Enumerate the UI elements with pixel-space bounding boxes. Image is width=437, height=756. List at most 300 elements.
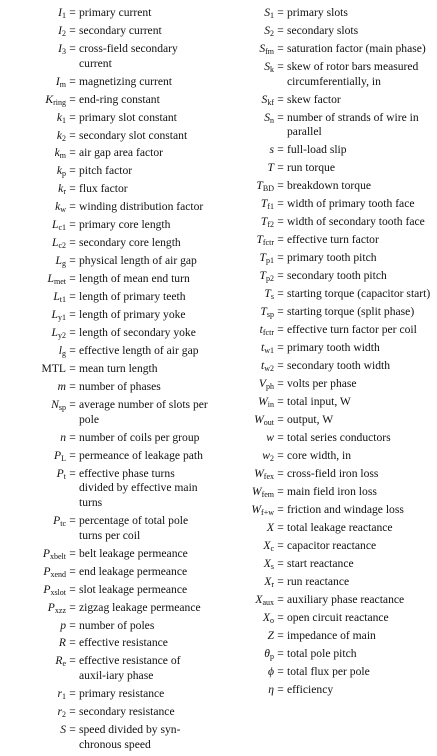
equals-sign: = [69,6,76,19]
symbol-entry [2,344,212,359]
symbol [2,326,66,341]
symbol-definition: starting torque (split phase) [287,304,415,318]
symbol-subscript: y1 [58,313,66,323]
symbol-base: X [263,556,271,570]
symbol-definition: physical length of air gap [79,254,197,268]
symbol-entry [222,305,435,320]
equals-sign: = [277,376,284,390]
symbol-subscript: s [270,561,274,571]
symbol [2,654,66,669]
equals-sign: = [277,574,284,588]
symbol-definition: end-ring constant [79,92,160,106]
symbol-base: W [251,484,262,498]
symbol-base: k [56,110,62,124]
symbol-base: T [259,268,266,282]
symbol [222,111,274,126]
equals-sign: = [69,448,76,462]
symbol-entry [222,683,435,698]
symbol-entry [222,539,435,554]
symbol-definition: secondary slots [287,23,359,37]
symbol-definition: efficiency [287,682,334,696]
symbol-definition: full-load slip [287,143,347,157]
symbol-definition: number of phases [79,380,161,394]
equals-sign: = [277,430,284,444]
symbol-entry [2,326,212,341]
equals-sign: = [277,466,284,480]
symbol [2,514,66,529]
symbol-entry [222,359,435,374]
symbol-base: T [259,251,266,264]
symbol-base: P [43,564,51,578]
symbol-base: L [51,308,58,322]
symbol-entry [222,377,435,392]
symbol [222,395,274,410]
symbol [2,344,66,359]
symbol-definition: effective phase turns divided by effective main turns [79,466,198,509]
equals-sign: = [69,164,76,178]
symbol [222,269,274,284]
symbol-base: MTL [41,362,66,376]
symbol-subscript: g [62,349,66,359]
symbol [2,218,66,233]
symbol-entry [2,449,212,464]
symbol-entry [2,380,212,395]
symbol-entry [222,647,435,662]
symbol-base: R [58,636,66,650]
symbol-subscript: t [63,471,66,481]
symbol-subscript: p1 [266,256,274,265]
symbol [2,467,66,482]
symbol-definition: impedance of main [287,628,376,642]
symbol [2,93,66,108]
symbol-subscript: c1 [58,223,66,233]
symbol [222,161,274,176]
symbol-subscript: p [62,169,66,179]
symbol-entry [222,521,435,536]
symbol-definition: secondary core length [79,236,181,250]
symbol-base: N [51,398,59,412]
symbol-definition: run reactance [287,574,350,588]
equals-sign: = [277,412,284,426]
symbol-entry [222,143,435,158]
symbol [222,647,274,662]
symbol-definition: friction and windage loss [287,502,404,516]
symbol-entry [2,111,212,126]
symbol-entry [2,24,212,39]
symbol-base: S [264,6,270,19]
symbol-entry [222,467,435,482]
equals-sign: = [277,682,284,696]
equals-sign: = [277,448,284,462]
symbol-entry [2,654,212,683]
symbol-definition: width of secondary tooth face [287,215,425,229]
symbol-entry [2,398,212,427]
equals-sign: = [69,182,76,196]
symbol-definition: skew of rotor bars measured circumferentially, in [287,59,419,88]
symbol [2,565,66,580]
symbol-subscript: r [271,579,274,589]
symbol-definition: secondary resistance [79,705,175,719]
equals-sign: = [69,290,76,304]
symbol-entry [2,619,212,634]
symbol [2,146,66,161]
symbol-base: L [51,236,59,250]
symbol-subscript: 2 [62,28,66,38]
equals-sign: = [69,430,76,444]
symbol-base: P [56,466,64,480]
symbol-base: S [264,59,270,73]
symbol-entry [2,42,212,71]
symbol-entry [2,182,212,197]
symbol-subscript: c [270,543,274,553]
symbol-entry [2,272,212,287]
symbol-definition: speed divided by syn-chronous speed [79,723,181,751]
symbol-base: P [54,448,62,462]
symbol [2,398,66,413]
equals-sign: = [277,161,284,175]
symbol-definition: width of primary tooth face [287,197,415,211]
equals-sign: = [69,654,76,668]
symbol-base: I [58,23,62,37]
symbol-subscript: kf [267,97,274,107]
equals-sign: = [69,218,76,232]
symbol-base: l [58,344,62,358]
symbol [222,431,274,446]
symbol [222,359,274,374]
symbol [2,6,66,21]
symbol-entry [222,233,435,248]
symbol-subscript: L [61,453,66,463]
symbol-subscript: 2 [270,28,274,38]
symbol-definition: main field iron loss [287,484,377,498]
equals-sign: = [69,618,76,632]
symbol [222,93,274,108]
symbol-entry [222,215,435,230]
symbol [222,629,274,644]
equals-sign: = [69,380,76,394]
symbol-definition: mean turn length [79,362,158,376]
equals-sign: = [277,520,284,534]
equals-sign: = [69,128,76,142]
symbol-subscript: 2 [62,710,66,720]
equals-sign: = [277,304,284,318]
symbol-subscript: BD [262,184,274,194]
equals-sign: = [277,664,284,678]
symbol-base: L [51,218,59,232]
equals-sign: = [69,513,76,527]
symbol-entry [2,6,212,21]
symbol-definition: flux factor [79,182,128,196]
symbol [222,341,274,356]
symbol-base: P [42,546,50,560]
symbol-base: k [56,164,62,178]
equals-sign: = [277,6,284,19]
symbol-subscript: m [59,151,66,161]
symbol-definition: length of primary yoke [79,308,186,322]
symbol-base: X [264,574,272,588]
symbol-definition: effective turn factor [287,233,379,247]
equals-sign: = [277,233,284,247]
symbol-subscript: 2 [270,453,274,463]
symbol-definition: air gap area factor [79,146,163,160]
equals-sign: = [69,23,76,37]
symbol-definition: skew factor [287,92,341,106]
symbol-subscript: aux [262,597,274,607]
equals-sign: = [69,254,76,268]
symbol-entry [2,362,212,377]
equals-sign: = [277,394,284,408]
symbol-definition: capacitor reactance [287,538,377,552]
symbol-definition: pitch factor [79,164,133,178]
equals-sign: = [277,143,284,157]
symbol-base: r [57,705,62,719]
symbol-subscript: fm [265,46,274,56]
symbol-subscript: r [63,187,66,197]
symbol-subscript: g [62,259,66,269]
symbol [2,75,66,90]
symbol-entry [222,593,435,608]
symbol-definition: length of primary teeth [79,290,186,304]
symbol-base: R [55,654,63,668]
symbol [2,601,66,616]
symbol-base: ϕ [267,664,274,678]
symbol-subscript: f2 [267,220,274,230]
symbol-definition: cross-field secondary current [79,41,178,70]
symbol-base: m [57,380,66,394]
symbol-base: T [260,197,268,211]
equals-sign: = [277,23,284,37]
symbol-subscript: xzz [54,605,66,615]
equals-sign: = [277,358,284,372]
symbol-base: η [268,682,274,696]
symbol [222,665,274,680]
symbol-entry [2,723,212,752]
symbol-subscript: p [270,651,274,661]
symbol-base: X [266,520,274,534]
equals-sign: = [69,636,76,650]
symbol-entry [222,197,435,212]
symbol-base: P [53,513,61,527]
symbol [222,24,274,39]
symbol [222,60,274,75]
symbol-definition: winding distribution factor [79,200,204,214]
symbol-definition: primary tooth pitch [287,251,377,264]
symbol [222,593,274,608]
symbol-definition: number of poles [79,618,155,632]
symbol-entry [2,290,212,305]
symbol-entry [2,705,212,720]
symbol-subscript: w [60,205,66,215]
symbol [2,272,66,287]
symbol [2,308,66,323]
symbol [2,200,66,215]
symbol-subscript: 2 [62,133,66,143]
symbol-definition: primary slot constant [79,110,177,124]
symbol [222,377,274,392]
symbol-base: S [264,23,270,37]
symbol [2,547,66,562]
symbol-definition: permeance of leakage path [79,448,203,462]
symbol-base: S [60,723,66,737]
symbol-entry [2,583,212,598]
symbol [222,683,274,698]
symbol [2,362,66,377]
symbol-entry [2,565,212,580]
symbol-subscript: w2 [264,363,274,373]
symbol-definition: secondary tooth pitch [287,268,387,282]
symbol [222,611,274,626]
equals-sign: = [69,546,76,560]
symbol-subscript: fctr [262,238,274,248]
symbol [2,380,66,395]
symbol-definition: primary resistance [79,687,165,701]
equals-sign: = [69,600,76,614]
symbol-entry [2,218,212,233]
equals-sign: = [277,538,284,552]
symbol [2,636,66,651]
symbol-entry [222,341,435,356]
equals-sign: = [277,628,284,642]
symbol-entry [2,467,212,511]
equals-sign: = [277,646,284,660]
symbol-subscript: t1 [59,295,66,305]
symbol-entry [2,93,212,108]
symbol [222,413,274,428]
symbol-base: t [259,322,263,336]
symbol-definition: total pole pitch [287,646,357,660]
symbol-subscript: m [59,79,66,89]
symbol-definition: effective turn factor per coil [287,322,417,336]
symbol-entry [2,236,212,251]
symbol-definition: magnetizing current [79,74,173,88]
symbol-definition: number of coils per group [79,430,200,444]
symbol-definition: total series conductors [287,430,391,444]
equals-sign: = [277,59,284,73]
symbol [222,521,274,536]
equals-sign: = [277,179,284,193]
symbol-definition: slot leakage permeance [79,582,188,596]
symbol [222,251,274,266]
symbol-subscript: o [270,615,274,625]
symbol-subscript: fctr [262,327,274,337]
symbol-definition: run torque [287,161,335,175]
symbol [222,305,274,320]
symbol-entry [222,557,435,572]
symbol-base: S [259,41,266,55]
symbol-definition: open circuit reactance [287,610,389,624]
symbol [2,583,66,598]
symbol-base: t [260,358,265,372]
symbol-definition: primary tooth width [287,340,380,354]
symbol-entry [222,6,435,21]
symbol-definition: auxiliary phase reactance [287,592,405,606]
equals-sign: = [69,146,76,160]
symbol [2,254,66,269]
symbol-definition: belt leakage permeance [79,546,188,560]
symbol-definition: output, W [287,412,334,426]
symbol-entry [2,547,212,562]
symbol [2,687,66,702]
equals-sign: = [277,251,284,264]
equals-sign: = [277,268,284,282]
symbol-definition: core width, in [287,448,352,462]
equals-sign: = [277,215,284,229]
symbol-subscript: fem [261,489,274,499]
symbol [2,236,66,251]
symbol-subscript: fex [263,471,274,481]
symbol-definition: zigzag leakage permeance [79,600,201,614]
symbol-base: r [57,687,62,701]
symbol [2,619,66,634]
symbol-entry [222,251,435,266]
symbol-base: k [54,146,60,160]
equals-sign: = [69,344,76,358]
symbol-subscript: in [267,399,274,409]
equals-sign: = [69,466,76,480]
symbol-entry [222,179,435,194]
symbol-definition: end leakage permeance [79,564,188,578]
symbol-base: L [47,272,54,286]
symbol-base: S [264,110,270,124]
symbol-definition: secondary slot constant [79,128,188,142]
symbol-definition: total flux per pole [287,664,370,678]
symbol-definition: secondary current [79,23,162,37]
equals-sign: = [69,41,76,55]
symbol-entry [2,687,212,702]
equals-sign: = [69,687,76,701]
equals-sign: = [277,197,284,211]
symbol-entry [222,395,435,410]
symbol-subscript: tc [60,518,66,528]
symbol-base: k [58,182,64,196]
symbol-base: L [51,326,58,340]
symbol-entry [2,601,212,616]
symbol-definition: percentage of total pole turns per coil [79,513,189,542]
symbol-base: T [256,233,263,247]
symbol-base: k [56,128,62,142]
symbol-base: n [60,430,66,444]
symbol-base: V [258,376,266,390]
symbol-entry [2,200,212,215]
symbol-subscript: ring [53,97,66,107]
symbol-base: T [256,179,263,193]
symbol-definition: effective resistance [79,636,168,650]
symbol-definition: start reactance [287,556,354,570]
symbol-entry [2,164,212,179]
symbol [2,723,66,738]
equals-sign: = [69,308,76,322]
symbol [222,6,274,21]
symbol-definition: length of secondary yoke [79,326,196,340]
symbol-entry [2,514,212,543]
equals-sign: = [69,362,76,376]
symbol-definition: volts per phase [287,376,357,390]
symbol-subscript: s [270,291,274,301]
symbol-subscript: out [263,417,274,427]
symbol-definition: length of mean end turn [79,272,190,286]
symbol [222,215,274,230]
symbol-base: K [45,92,54,106]
symbol-subscript: xbelt [50,551,66,561]
symbol-base: Z [267,628,274,642]
equals-sign: = [69,74,76,88]
symbol-subscript: n [270,115,274,125]
equals-sign: = [277,286,284,300]
symbol-definition: starting torque (capacitor start) [287,286,431,300]
symbol-subscript: sp [58,403,66,413]
symbol-subscript: 1 [270,11,274,20]
symbol-subscript: xslot [50,587,66,597]
